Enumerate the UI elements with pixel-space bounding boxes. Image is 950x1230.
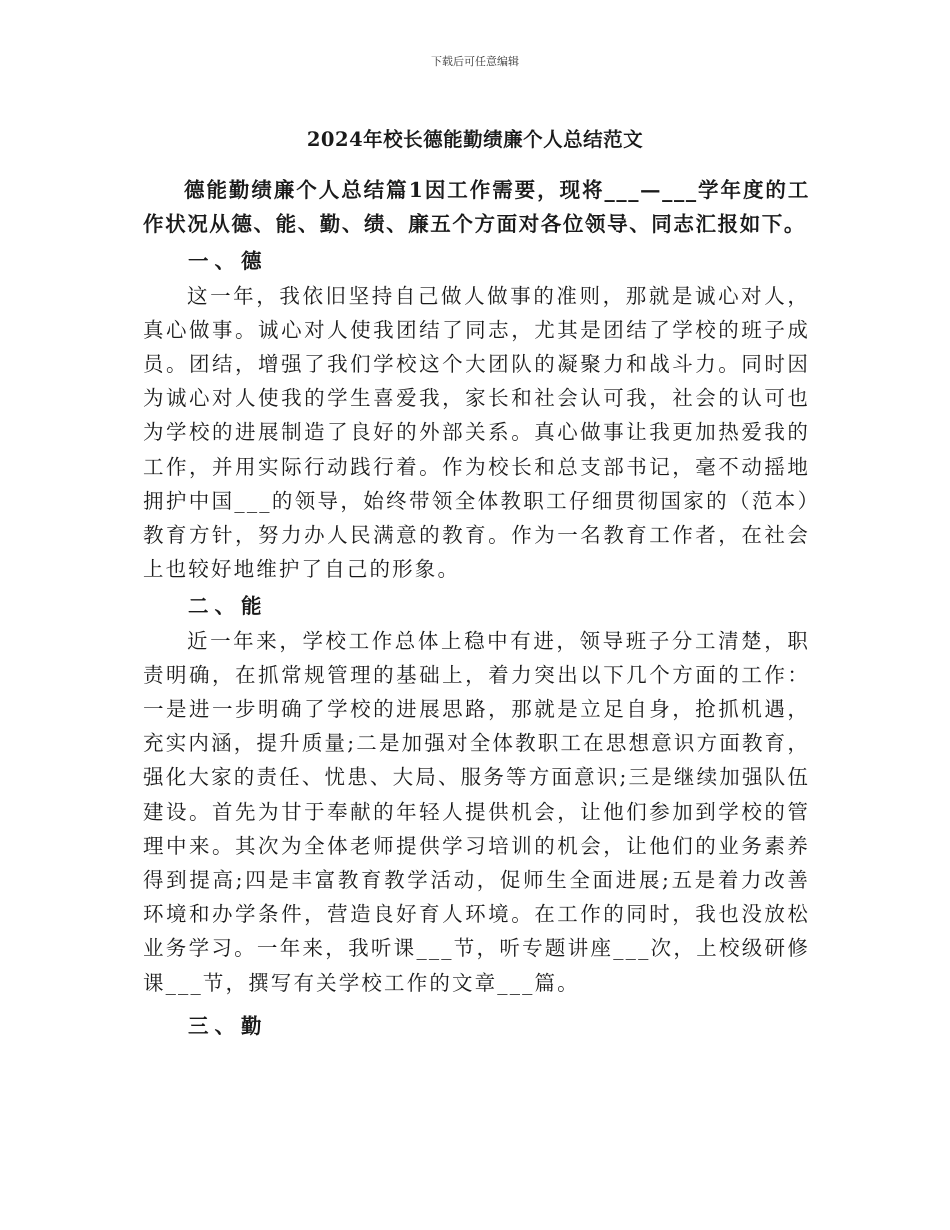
section-paragraph-de: 这一年，我依旧坚持自己做人做事的准则，那就是诚心对人，真心做事。诚心对人使我团结了同志，尤其是团结了学校的班子成员。团结，增强了我们学校这个大团队的凝聚力和战斗力。同时因为诚心对人使我的学生喜爱我，家长和社会认可我，社会的认可也为学校的进展制造了良好的外部关系。真心做事让我更加热爱我的工作，并用实际行动践行着。作为校长和总支部书记，毫不动摇地拥护中国___的领导，始终带领全体教职工仔细贯彻国家的（范本）教育方针，努力办人民满意的教育。作为一名教育工作者，在社会上也较好地维护了自己的形象。	[143, 283, 810, 582]
section-heading-de: 一、德	[188, 249, 268, 274]
document-body	[143, 173, 810, 1043]
section-spacer	[143, 1000, 810, 1006]
section-heading-neng: 二、能	[188, 594, 268, 619]
section-heading-qin: 三、勤	[188, 1013, 268, 1038]
page-header-note: 下载后可任意编辑	[431, 55, 519, 68]
document-title: 2024年校长德能勤绩廉个人总结范文	[306, 128, 644, 151]
intro-paragraph: 德能勤绩廉个人总结篇1因工作需要，现将___—___学年度的工作状况从德、能、勤、绩、廉五个方面对各位领导、同志汇报如下。	[143, 178, 810, 237]
section-paragraph-neng: 近一年来，学校工作总体上稳中有进，领导班子分工清楚，职责明确，在抓常规管理的基础上，着力突出以下几个方面的工作：一是进一步明确了学校的进展思路，那就是立足自身，抢抓机遇，充实内涵，提升质量;二是加强对全体教职工在思想意识方面教育，强化大家的责任、忧患、大局、服务等方面意识;三是继续加强队伍建设。首先为甘于奉献的年轻人提供机会，让他们参加到学校的管理中来。其次为全体老师提供学习培训的机会，让他们的业务素养得到提高;四是丰富教育教学活动，促师生全面进展;五是着力改善环境和办学条件，营造良好育人环境。在工作的同时，我也没放松业务学习。一年来，我听课___节，听专题讲座___次，上校级研修课___节，撰写有关学校工作的文章___篇。	[143, 628, 810, 995]
